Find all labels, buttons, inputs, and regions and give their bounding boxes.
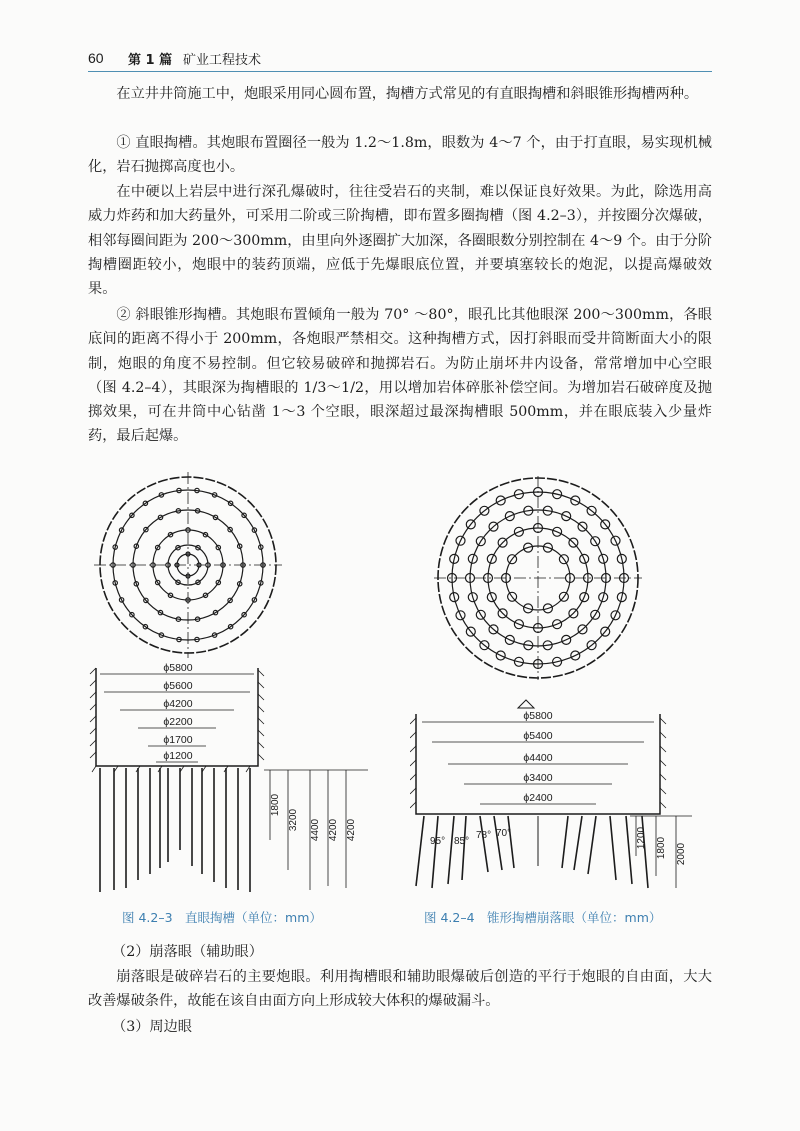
dim-phi2400-right: ϕ2400	[523, 792, 553, 804]
depth-1200-right: 1200	[636, 826, 647, 850]
depth-2000-right: 2000	[676, 842, 687, 866]
header-rule	[88, 71, 712, 72]
dim-phi1700-left: ϕ1700	[163, 734, 193, 746]
chapter-label: 第 1 篇	[128, 53, 173, 68]
dim-phi1200-left: ϕ1200	[163, 750, 193, 762]
page-header	[88, 46, 712, 72]
dim-phi2200-left: ϕ2200	[163, 716, 193, 728]
figure-cone-cut-diagram	[410, 476, 710, 900]
dim-phi4200-left: ϕ4200	[163, 698, 193, 710]
depth-4400-left: 4400	[310, 818, 321, 842]
subheading-caving-holes: （2）崩落眼（辅助眼）	[112, 944, 263, 960]
depth-4200b-left: 4200	[346, 818, 357, 842]
paragraph-multi-stage: 在中硬以上岩层中进行深孔爆破时，往往受岩石的夹制，难以保证良好效果。为此，除选用高威力炸药和加大药量外，可采用二阶或三阶掏槽，即布置多圈掏槽（图 4.2–3），并按圈分次爆破，相邻每圈间距为 200～300mm，由里向外逐圈扩大加深，各圈眼数分别控制在 4～9 个。由于分阶掏槽圈距较小，炮眼中的装药顶端，应低于先爆眼底位置，并要填塞较长的炮泥，以提高爆破效果。	[88, 184, 712, 298]
dim-phi5600-left: ϕ5600	[163, 680, 193, 692]
dim-phi4400-right: ϕ4400	[523, 752, 553, 764]
figure-straight-cut-diagram	[88, 470, 388, 900]
subheading-perimeter-holes: （3）周边眼	[112, 1019, 192, 1035]
angle-70: 70°	[496, 828, 512, 839]
angle-95: 95°	[430, 836, 446, 847]
figure-caption-left: 图 4.2–3 直眼掏槽（单位：mm）	[122, 910, 322, 925]
depth-4200a-left: 4200	[328, 818, 339, 842]
depth-1800-left: 1800	[270, 793, 281, 817]
dim-phi5400-right: ϕ5400	[523, 730, 553, 742]
dim-phi3400-right: ϕ3400	[523, 772, 553, 784]
section-title: 矿业工程技术	[183, 53, 262, 68]
paragraph-cone-cut: ② 斜眼锥形掏槽。其炮眼布置倾角一般为 70° ～80°，眼孔比其他眼深 200～300mm，各眼底间的距离不得小于 200mm，各炮眼严禁相交。这种掏槽方式，因打斜眼而受井筒断面大小的限制，炮眼的角度不易控制。但它较易破碎和抛掷岩石。为防止崩坏井内设备，常常增加中心空眼（图 4.2–4），其眼深为掏槽眼的 1/3～1/2，用以增加岩体碎胀补偿空间。为增加岩石破碎度及抛掷效果，可在井筒中心钻凿 1～3 个空眼，眼深超过最深掏槽眼 500mm，并在眼底装入少量炸药，最后起爆。	[88, 307, 712, 445]
angle-85: 85°	[454, 836, 470, 847]
depth-3200-left: 3200	[288, 808, 299, 832]
figure-caption-right: 图 4.2–4 锥形掏槽崩落眼（单位：mm）	[424, 910, 662, 925]
depth-1800-right: 1800	[656, 836, 667, 860]
dim-phi5800-right: ϕ5800	[523, 710, 553, 722]
paragraph-straight-cut: ① 直眼掏槽。其炮眼布置圈径一般为 1.2～1.8m，眼数为 4～7 个，由于打直眼，易实现机械化，岩石抛掷高度也小。	[88, 135, 712, 176]
paragraph-caving-holes: 崩落眼是破碎岩石的主要炮眼。利用掏槽眼和辅助眼爆破后创造的平行于炮眼的自由面，大大改善爆破条件，故能在该自由面方向上形成较大体积的爆破漏斗。	[88, 969, 712, 1010]
paragraph-intro: 在立井井筒施工中，炮眼采用同心圆布置，掏槽方式常见的有直眼掏槽和斜眼锥形掏槽两种。	[116, 86, 699, 102]
page-number: 60	[88, 50, 104, 66]
angle-78: 78°	[476, 830, 492, 841]
dim-phi5800-left: ϕ5800	[163, 662, 193, 674]
